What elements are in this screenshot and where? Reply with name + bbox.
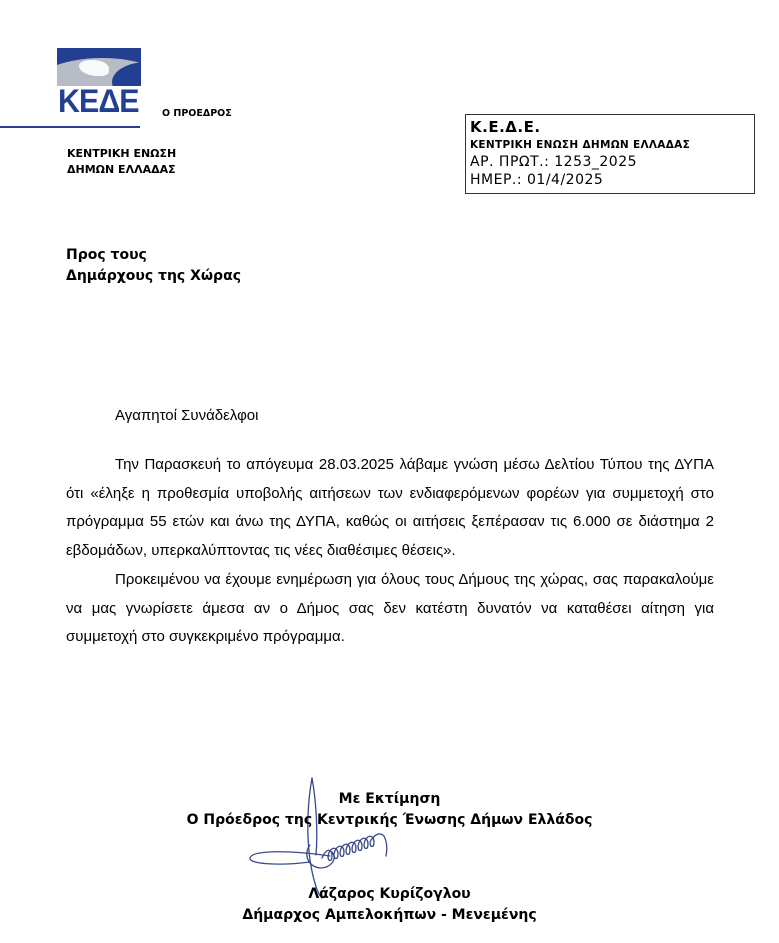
org-name-line1: ΚΕΝΤΡΙΚΗ ΕΝΩΣΗ	[67, 147, 177, 160]
protocol-abbr: Κ.Ε.Δ.Ε.	[470, 118, 541, 136]
org-name	[67, 146, 176, 178]
recipient-line1: Προς τους	[66, 247, 147, 263]
body-paragraph-2: Προκειμένου να έχουμε ενημέρωση για όλους τους Δήμους της χώρας, σας παρακαλούμε να μας γνωρίσετε άμεσα αν ο Δήμος σας δεν κατέστη δυνατόν να καταθέσει αίτηση για συμμετοχή στο συγκεκριμένο πρόγραμμα.	[66, 571, 714, 645]
org-name-line2: ΔΗΜΩΝ ΕΛΛΑΔΑΣ	[67, 163, 176, 176]
signer-title: Ο Πρόεδρος της Κεντρικής Ένωσης Δήμων Ελλάδος	[186, 812, 593, 828]
signer-block	[0, 884, 779, 926]
signoff-block	[0, 789, 779, 831]
protocol-org-name: ΚΕΝΤΡΙΚΗ ΕΝΩΣΗ ΔΗΜΩΝ ΕΛΛΑΔΑΣ	[470, 139, 691, 151]
signature-loop	[250, 852, 330, 864]
protocol-date: ΗΜΕΡ.: 01/4/2025	[470, 172, 604, 188]
president-label: Ο ΠΡΟΕΔΡΟΣ	[162, 108, 232, 119]
signer-name: Λάζαρος Κυρίζογλου	[308, 886, 471, 902]
protocol-box	[465, 114, 755, 194]
recipient-line2: Δημάρχους της Χώρας	[66, 268, 241, 284]
greeting: Αγαπητοί Συνάδελφοι	[115, 407, 259, 424]
kede-logo	[57, 48, 141, 116]
signer-position: Δήμαρχος Αμπελοκήπων - Μενεμένης	[242, 907, 537, 923]
closing: Με Εκτίμηση	[338, 791, 441, 807]
header-rule	[0, 126, 140, 128]
signature-stroke-loops	[322, 834, 387, 861]
recipient	[66, 245, 241, 287]
logo-text: ΚΕΔΕ	[58, 83, 139, 116]
protocol-number: ΑΡ. ΠΡΩΤ.: 1253_2025	[470, 154, 638, 170]
logo-letters	[57, 83, 141, 116]
body-paragraph-1: Την Παρασκευή το απόγευμα 28.03.2025 λάβαμε γνώση μέσω Δελτίου Τύπου της ΔΥΠΑ ότι «έληξε η προθεσμία υποβολής αιτήσεων των ενδιαφερόμενων φορέων για συμμετοχή στο πρόγραμμα 55 ετών και άνω της ΔΥΠΑ, καθώς οι αιτήσεις ξεπέρασαν τις 6.000 σε διάστημα 2 εβδομάδων, υπερκαλύπτοντας τις νέες διαθέσιμες θέσεις».	[66, 456, 714, 559]
